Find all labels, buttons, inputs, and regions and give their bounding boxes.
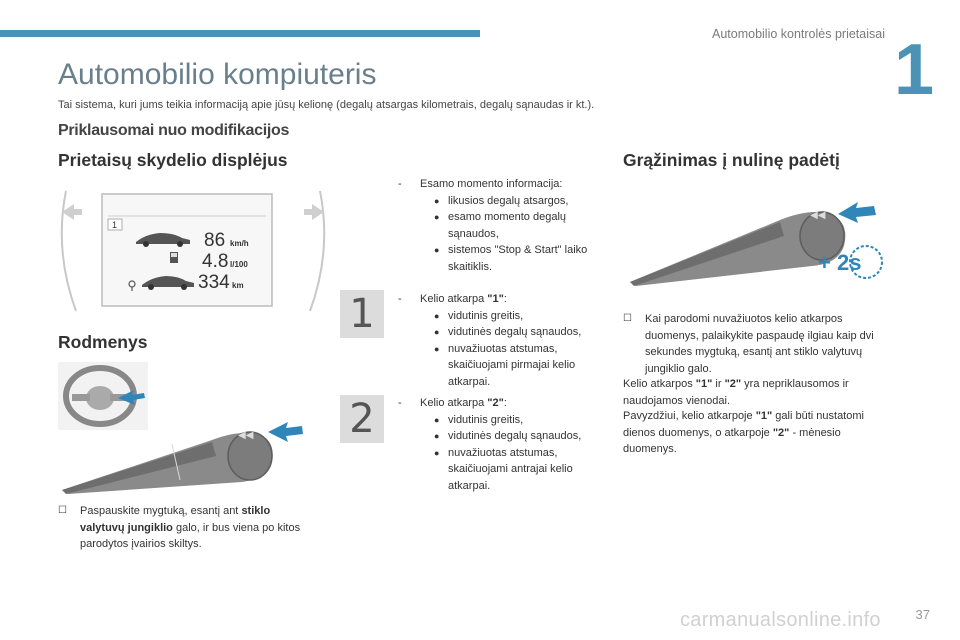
range-unit: km: [232, 281, 244, 290]
note-arrow-icon: ☐: [58, 505, 67, 516]
trip2-block: - Kelio atkarpa "2": ● vidutinis greitis, ● vidutinės degalų sąnaudos, ● nuvažiuotas atstumas, skaičiuojami antrajai kelio atkarpai.: [398, 395, 606, 494]
reset-note: ☐ Kai parodomi nuvažiuotos kelio atkarpos duomenys, palaikykite paspaudę ilgiau kaip dvi sekundes mygtuką, esantį ant stiklo valytuvų jungiklio galo.: [623, 313, 874, 375]
list-item: ● esamo momento degalų sąnaudos,: [434, 209, 606, 242]
chapter-number: 1: [893, 30, 934, 110]
instrument-cluster-illustration: [56, 186, 330, 316]
note-arrow-icon: ☐: [623, 313, 632, 324]
display-frame: [102, 194, 272, 306]
svg-text:◀◀: ◀◀: [238, 430, 254, 441]
turn-left-arrow-icon: [62, 204, 82, 220]
mode-indicator: 1: [112, 220, 118, 230]
header-accent-bar: [0, 30, 480, 37]
intro-text: Tai sistema, kuri jums teikia informaciją apie jūsų kelionę (degalų atsargas kilometrais, degalų sąnaudas ir kt.).: [58, 99, 595, 111]
dashboard-heading: Prietaisų skydelio displėjus: [58, 150, 288, 170]
turn-right-arrow-icon: [304, 204, 324, 220]
current-info-block: - Esamo momento informacija: ● likusios degalų atsargos, ● esamo momento degalų sąnaudos, ● sistemos "Stop & Start" laiko skaitiklis.: [398, 176, 606, 275]
svg-text:◀◀: ◀◀: [810, 210, 826, 221]
trip2-badge: 2: [340, 395, 384, 443]
rodmenys-heading: Rodmenys: [58, 332, 148, 352]
watermark: carmanualsonline.info: [680, 609, 881, 631]
variant-subtitle: Priklausomai nuo modifikacijos: [58, 122, 290, 139]
reset-heading: Grąžinimas į nulinę padėtį: [623, 150, 840, 170]
range-value: 334: [198, 272, 230, 293]
list-item: ● vidutinės degalų sąnaudos,: [434, 428, 606, 445]
speed-value: 86: [204, 230, 226, 251]
list-item: ● nuvažiuotas atstumas, skaičiuojami antrajai kelio atkarpai.: [434, 445, 606, 495]
speed-unit: km/h: [230, 239, 249, 248]
list-item: ● nuvažiuotas atstumas, skaičiuojami pirmajai kelio atkarpai.: [434, 341, 606, 391]
consumption-unit: l/100: [230, 260, 248, 269]
list-item: ● vidutinis greitis,: [434, 308, 606, 325]
trip1-block: - Kelio atkarpa "1": ● vidutinis greitis, ● vidutinės degalų sąnaudos, ● nuvažiuotas atstumas, skaičiuojami pirmajai kelio atkarpai.: [398, 291, 606, 390]
list-item: ● sistemos "Stop & Start" laiko skaitiklis.: [434, 242, 606, 275]
press-duration-label: + 2s: [818, 250, 862, 275]
rodmenys-note: ☐ Paspauskite mygtuką, esantį ant stiklo valytuvų jungiklio galo, ir bus viena po kitos parodytos įvairios skiltys.: [58, 505, 301, 550]
consumption-value: 4.8: [202, 251, 229, 272]
list-item: ● vidutinis greitis,: [434, 412, 606, 429]
pointer-arrow-icon: [268, 422, 303, 442]
list-item: ● vidutinės degalų sąnaudos,: [434, 324, 606, 341]
pointer-arrow-icon: [838, 202, 876, 223]
page-number: 37: [915, 607, 930, 622]
trip1-badge: 1: [340, 290, 384, 338]
list-item: ● likusios degalų atsargos,: [434, 193, 606, 210]
reset-stalk-illustration: [630, 190, 890, 286]
wiper-stalk-illustration: [62, 404, 308, 494]
page-title: Automobilio kompiuteris: [58, 58, 377, 91]
reset-paragraph-2: Pavyzdžiui, kelio atkarpoje "1" gali būti nustatomi dienos duomenys, o atkarpoje "2" - mėnesio duomenys.: [623, 410, 864, 455]
fuel-pump-icon: [170, 252, 178, 263]
reset-paragraph-1: Kelio atkarpos "1" ir "2" yra nepriklausomos ir naudojamos vienodai.: [623, 378, 849, 407]
section-header-title: Automobilio kontrolės prietaisai: [711, 27, 885, 41]
